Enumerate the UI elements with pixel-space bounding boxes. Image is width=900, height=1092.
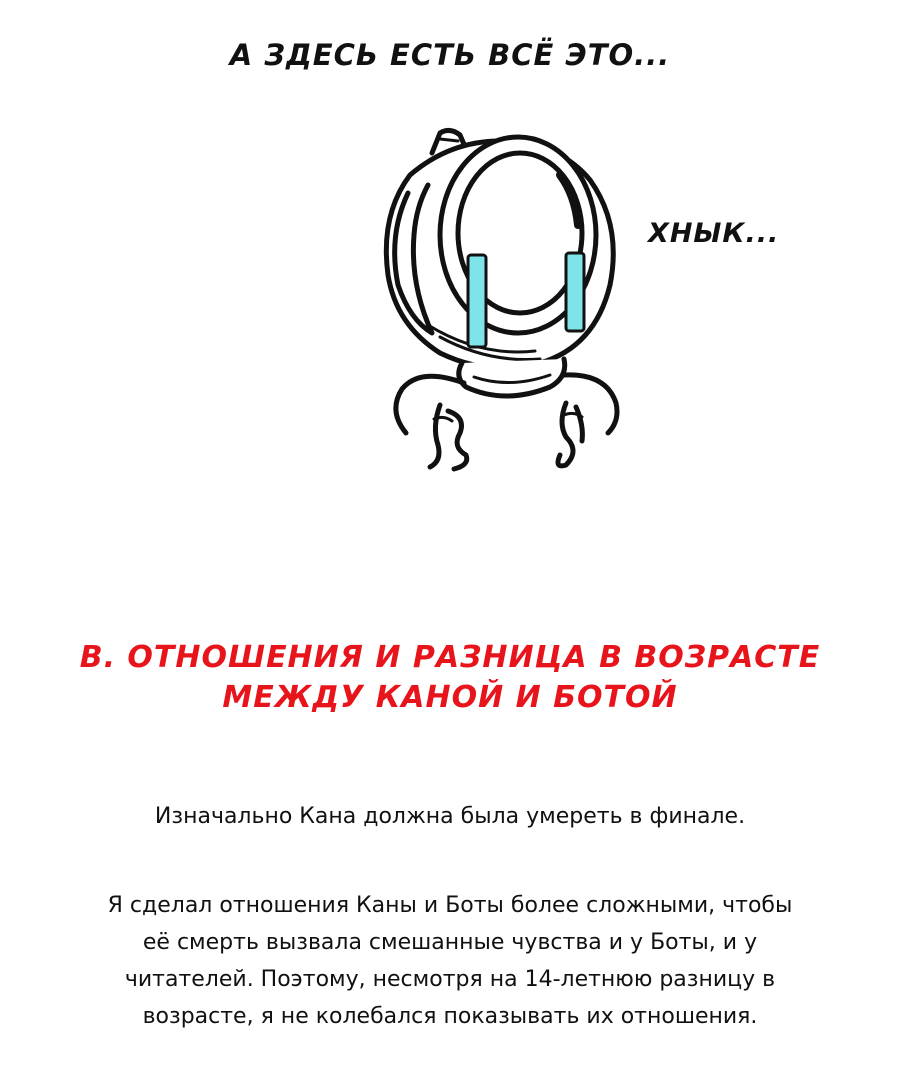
section-heading-line-1: В. ОТНОШЕНИЯ И РАЗНИЦА В ВОЗРАСТЕ	[79, 640, 821, 675]
section-heading-line-2: МЕЖДУ КАНОЙ И БОТОЙ	[222, 680, 678, 715]
sob-sound-effect: ХНЫК...	[648, 218, 780, 249]
section-heading	[0, 638, 900, 718]
paragraph-1: Изначально Кана должна была умереть в финале.	[154, 804, 746, 829]
paragraph-2-line: её смерть вызвала смешанные чувства и у Боты, и у	[142, 930, 758, 955]
paragraph-2-line: возрасте, я не колебался показывать их отношения.	[142, 1004, 758, 1029]
paragraph-2	[40, 887, 860, 1035]
crying-robot-icon	[370, 115, 640, 485]
top-caption: А ЗДЕСЬ ЕСТЬ ВСЁ ЭТО...	[229, 38, 671, 72]
paragraph-2-line: читателей. Поэтому, несмотря на 14-летнюю разницу в	[124, 967, 776, 992]
paragraph-2-line: Я сделал отношения Каны и Боты более сложными, чтобы	[107, 893, 793, 918]
